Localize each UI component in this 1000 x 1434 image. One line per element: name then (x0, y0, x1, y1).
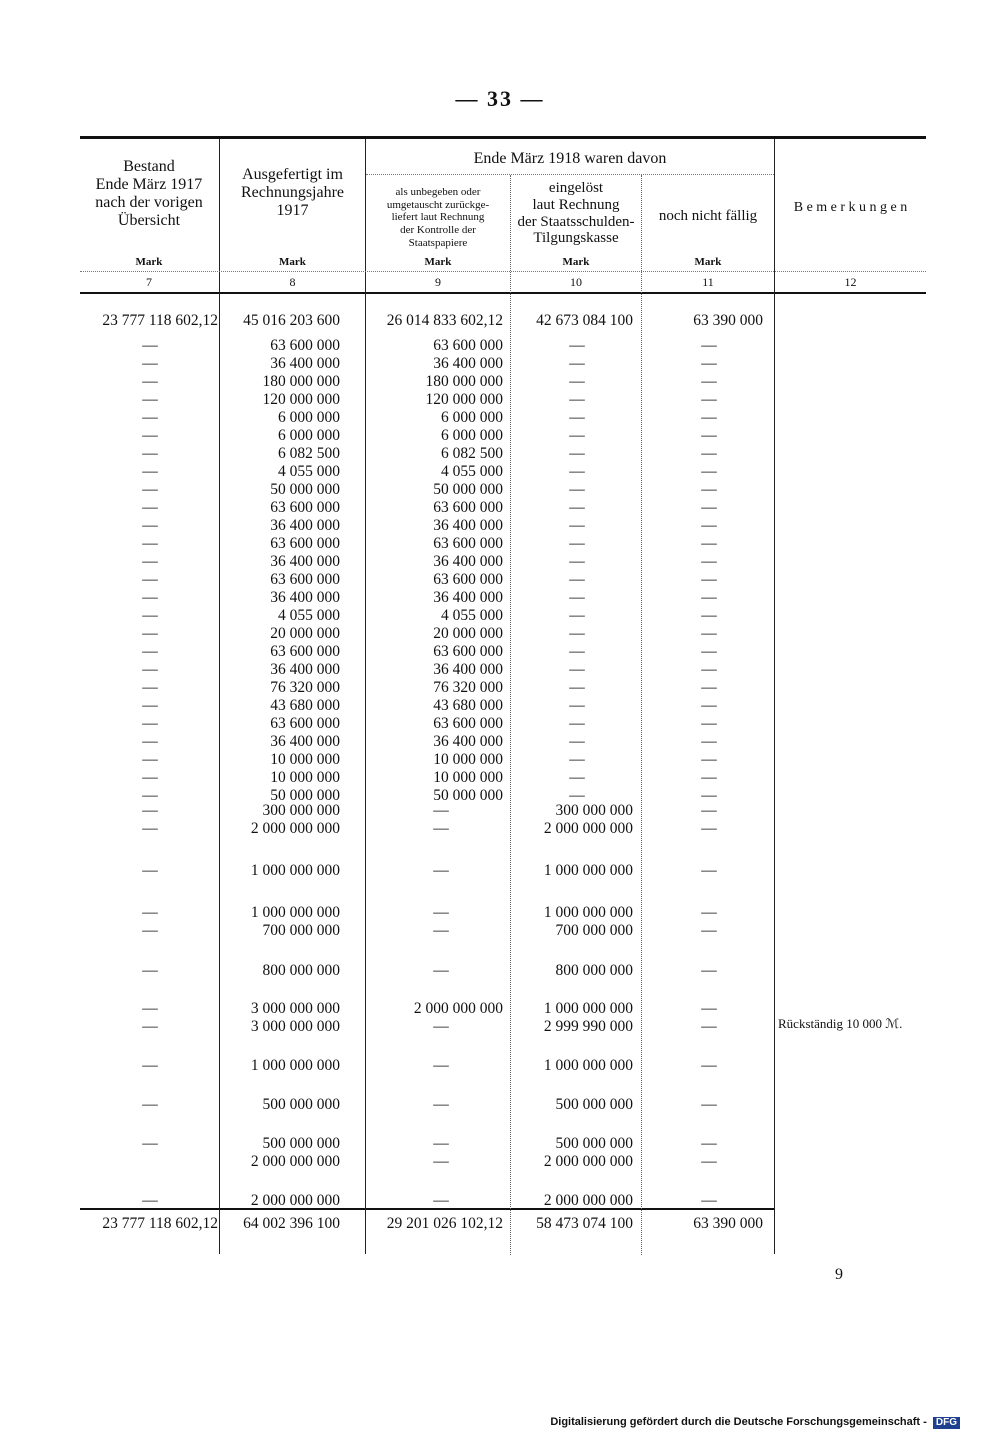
table-row (80, 733, 774, 751)
cell-col9: — (433, 802, 449, 819)
cell-col8: 10 000 000 (270, 751, 340, 768)
table-row (80, 373, 774, 391)
cell-col7: 23 777 118 602,12 (102, 312, 218, 329)
cell-col9: — (433, 1135, 449, 1152)
cell-col7: — (142, 769, 158, 786)
cell-col11: — (701, 553, 717, 570)
cell-col9: 63 600 000 (433, 571, 503, 588)
table-row (80, 607, 774, 625)
cell-col8: 76 320 000 (270, 679, 340, 696)
cell-col11: — (701, 1000, 717, 1017)
cell-col10: — (569, 751, 585, 768)
cell-col11: — (701, 787, 717, 804)
cell-col10: 1 000 000 000 (543, 904, 633, 921)
unit-row-rule (80, 271, 926, 272)
table-row (80, 499, 774, 517)
cell-col11: — (701, 355, 717, 372)
cell-col8: 63 600 000 (270, 499, 340, 516)
cell-col10: — (569, 589, 585, 606)
table-row (80, 355, 774, 373)
cell-col11: — (701, 1153, 717, 1170)
cell-col9: — (433, 820, 449, 837)
cell-col7: — (142, 1057, 158, 1074)
cell-col7: — (142, 625, 158, 642)
cell-col8: 700 000 000 (262, 922, 340, 939)
cell-col7: — (142, 607, 158, 624)
table-row (80, 517, 774, 535)
cell-col9: 4 055 000 (441, 607, 503, 624)
cell-col7: — (142, 787, 158, 804)
cell-col8: 63 600 000 (270, 535, 340, 552)
col12-number: 12 (844, 275, 857, 289)
digitization-footer (550, 1416, 960, 1429)
cell-col7: — (142, 733, 158, 750)
table-row (80, 751, 774, 769)
cell-col10: — (569, 499, 585, 516)
cell-col7: — (142, 427, 158, 444)
table-row (80, 922, 774, 940)
cell-col9: 36 400 000 (433, 733, 503, 750)
cell-col10: — (569, 607, 585, 624)
cell-col11: — (701, 535, 717, 552)
cell-col8: 36 400 000 (270, 661, 340, 678)
cell-col11: — (701, 922, 717, 939)
cell-col8: 6 000 000 (278, 409, 340, 426)
cell-col7: — (142, 463, 158, 480)
table-row (80, 697, 774, 715)
divider-11-12 (774, 139, 775, 1254)
table-row (80, 962, 774, 980)
cell-col8: 3 000 000 000 (250, 1000, 340, 1017)
table-row (80, 715, 774, 733)
cell-col11: — (701, 733, 717, 750)
cell-col10: — (569, 355, 585, 372)
col11-header: noch nicht fällig (658, 208, 758, 224)
cell-col9: 36 400 000 (433, 355, 503, 372)
table-top-rule (80, 136, 926, 139)
cell-col11: — (701, 820, 717, 837)
cell-col8: 6 000 000 (278, 427, 340, 444)
table-row (80, 1135, 774, 1153)
cell-col8: 2 000 000 000 (250, 1153, 340, 1170)
col8-unit: Mark (279, 256, 306, 268)
cell-col9: 36 400 000 (433, 661, 503, 678)
cell-col11: — (701, 1135, 717, 1152)
cell-col9: 26 014 833 602,12 (386, 312, 503, 329)
cell-col11: — (701, 1192, 717, 1209)
cell-col9: — (433, 1096, 449, 1113)
cell-col8: 180 000 000 (262, 373, 340, 390)
cell-col7: — (142, 679, 158, 696)
cell-col11: — (701, 679, 717, 696)
cell-col7: — (142, 697, 158, 714)
cell-col10: — (569, 697, 585, 714)
cell-col8: 4 055 000 (278, 463, 340, 480)
cell-col11: — (701, 391, 717, 408)
cell-col8: 43 680 000 (270, 697, 340, 714)
cell-col8: 50 000 000 (270, 481, 340, 498)
header-bottom-rule (80, 292, 926, 294)
cell-col9: 50 000 000 (433, 481, 503, 498)
cell-col9: 6 000 000 (441, 427, 503, 444)
cell-col8: 800 000 000 (262, 962, 340, 979)
cell-col10: — (569, 553, 585, 570)
table-row (80, 862, 774, 880)
table-row (80, 661, 774, 679)
table-row (80, 820, 774, 838)
cell-col8: 63 600 000 (270, 715, 340, 732)
cell-col7: — (142, 1135, 158, 1152)
total-col10: 58 473 074 100 (536, 1215, 633, 1232)
table-row (80, 463, 774, 481)
cell-col10: — (569, 337, 585, 354)
col11-unit: Mark (694, 256, 722, 268)
cell-col11: — (701, 607, 717, 624)
cell-col8: 2 000 000 000 (250, 820, 340, 837)
table-row (80, 312, 774, 330)
cell-col8: 4 055 000 (278, 607, 340, 624)
cell-col8: 36 400 000 (270, 733, 340, 750)
cell-col9: 120 000 000 (425, 391, 503, 408)
cell-col9: — (433, 1018, 449, 1035)
cell-col9: — (433, 862, 449, 879)
cell-col10: — (569, 517, 585, 534)
cell-col9: 20 000 000 (433, 625, 503, 642)
cell-col11: — (701, 1057, 717, 1074)
cell-col7: — (142, 661, 158, 678)
col9-header: als unbegeben oder umgetauscht zurückge- liefert laut Rechnung der Kontrolle der Staatspapiere (386, 186, 490, 249)
cell-col7: — (142, 589, 158, 606)
cell-col7: — (142, 643, 158, 660)
cell-col8: 120 000 000 (262, 391, 340, 408)
cell-col10: 2 000 000 000 (543, 1153, 633, 1170)
cell-col11: — (701, 481, 717, 498)
table-row (80, 535, 774, 553)
sheet-mark: 9 (835, 1266, 843, 1283)
table-row (80, 1192, 774, 1210)
cell-col10: 42 673 084 100 (536, 312, 633, 329)
cell-col7: — (142, 1000, 158, 1017)
cell-col7: — (142, 802, 158, 819)
col11-number: 11 (702, 275, 714, 289)
table-row (80, 1018, 774, 1036)
cell-col11: — (701, 571, 717, 588)
cell-col10: — (569, 679, 585, 696)
cell-col7: — (142, 337, 158, 354)
cell-col10: — (569, 787, 585, 804)
cell-col7: — (142, 820, 158, 837)
cell-col9: 63 600 000 (433, 535, 503, 552)
table-row (80, 391, 774, 409)
table-row (80, 802, 774, 820)
table-row (80, 769, 774, 787)
total-col8: 64 002 396 100 (243, 1215, 340, 1232)
cell-col9: 6 082 500 (441, 445, 503, 462)
table-row (80, 409, 774, 427)
cell-col10: — (569, 427, 585, 444)
cell-col10: — (569, 715, 585, 732)
cell-col9: 4 055 000 (441, 463, 503, 480)
cell-col7: — (142, 904, 158, 921)
cell-col9: — (433, 1057, 449, 1074)
cell-col11: — (701, 409, 717, 426)
table-row (80, 427, 774, 445)
cell-col10: 2 999 990 000 (543, 1018, 633, 1035)
totals-row (80, 1215, 774, 1233)
cell-col8: 500 000 000 (262, 1096, 340, 1113)
cell-col10: — (569, 733, 585, 750)
cell-col10: — (569, 661, 585, 678)
cell-col9: 36 400 000 (433, 517, 503, 534)
cell-col8: 50 000 000 (270, 787, 340, 804)
cell-col8: 1 000 000 000 (250, 904, 340, 921)
col7-number: 7 (146, 275, 152, 289)
cell-col9: 76 320 000 (433, 679, 503, 696)
cell-col11: — (701, 1096, 717, 1113)
cell-col11: — (701, 463, 717, 480)
cell-col8: 36 400 000 (270, 589, 340, 606)
cell-col11: — (701, 715, 717, 732)
table-row (80, 445, 774, 463)
group-header: Ende März 1918 waren davon (473, 150, 667, 167)
group-under-rule (366, 174, 774, 175)
cell-col7: — (142, 715, 158, 732)
cell-col8: 10 000 000 (270, 769, 340, 786)
table-row (80, 1000, 774, 1018)
cell-col9: 36 400 000 (433, 589, 503, 606)
cell-col7: — (142, 517, 158, 534)
cell-col8: 300 000 000 (262, 802, 340, 819)
cell-col8: 1 000 000 000 (250, 862, 340, 879)
cell-col9: 2 000 000 000 (413, 1000, 503, 1017)
table-row (80, 625, 774, 643)
cell-col9: 63 600 000 (433, 715, 503, 732)
cell-col8: 45 016 203 600 (243, 312, 340, 329)
cell-col7: — (142, 571, 158, 588)
cell-col11: — (701, 661, 717, 678)
cell-col7: — (142, 355, 158, 372)
cell-col10: 500 000 000 (555, 1096, 633, 1113)
cell-col10: — (569, 571, 585, 588)
table-row (80, 679, 774, 697)
cell-col7 (80, 1153, 218, 1171)
cell-col7: — (142, 1018, 158, 1035)
cell-col10: 2 000 000 000 (543, 820, 633, 837)
cell-col9: 63 600 000 (433, 499, 503, 516)
cell-col10: — (569, 463, 585, 480)
cell-col8: 36 400 000 (270, 517, 340, 534)
col8-number: 8 (289, 275, 296, 289)
col7-unit: Mark (135, 256, 163, 268)
cell-col9: — (433, 922, 449, 939)
table-row (80, 481, 774, 499)
col12-header: B e m e r k u n g e n (793, 200, 908, 215)
cell-col11: — (701, 373, 717, 390)
total-col7: 23 777 118 602,12 (102, 1215, 218, 1232)
page-number: — 33 — (455, 86, 545, 111)
table-row (80, 553, 774, 571)
cell-col11: — (701, 643, 717, 660)
table-row (80, 589, 774, 607)
cell-col8: 1 000 000 000 (250, 1057, 340, 1074)
col10-header: eingelöst laut Rechnung der Staatsschulden- Tilgungskasse (517, 180, 635, 247)
cell-col11: — (701, 1018, 717, 1035)
cell-col9: 180 000 000 (425, 373, 503, 390)
cell-col7: — (142, 445, 158, 462)
cell-col9: 6 000 000 (441, 409, 503, 426)
table-row (80, 1153, 774, 1171)
cell-col7: — (142, 535, 158, 552)
cell-col8: 36 400 000 (270, 553, 340, 570)
col8-header: Ausgefertigt im Rechnungsjahre 1917 (240, 166, 345, 219)
cell-col10: 1 000 000 000 (543, 1000, 633, 1017)
cell-col11: — (701, 427, 717, 444)
cell-col9: 43 680 000 (433, 697, 503, 714)
cell-col10: 1 000 000 000 (543, 862, 633, 879)
cell-col10: 300 000 000 (555, 802, 633, 819)
cell-col7: — (142, 1096, 158, 1113)
cell-col8: 63 600 000 (270, 643, 340, 660)
cell-col8: 63 600 000 (270, 571, 340, 588)
cell-col7: — (142, 481, 158, 498)
dfg-logo: DFG (933, 1417, 960, 1429)
col9-unit: Mark (424, 256, 452, 268)
cell-col11: — (701, 802, 717, 819)
cell-col7: — (142, 962, 158, 979)
cell-col11: — (701, 337, 717, 354)
cell-col7: — (142, 409, 158, 426)
cell-col11: 63 390 000 (693, 312, 763, 329)
cell-col9: — (433, 1153, 449, 1170)
cell-col10: — (569, 481, 585, 498)
table-row (80, 1057, 774, 1075)
cell-col10: — (569, 535, 585, 552)
cell-col9: — (433, 1192, 449, 1209)
cell-col9: — (433, 904, 449, 921)
table-row (80, 571, 774, 589)
col10-number: 10 (570, 275, 582, 289)
cell-col10: 500 000 000 (555, 1135, 633, 1152)
cell-col11: — (701, 697, 717, 714)
cell-col11: — (701, 499, 717, 516)
cell-col11: — (701, 962, 717, 979)
col9-number: 9 (435, 275, 441, 289)
cell-col11: — (701, 862, 717, 879)
cell-col11: — (701, 589, 717, 606)
cell-col7: — (142, 751, 158, 768)
cell-col10: — (569, 391, 585, 408)
cell-col10: — (569, 445, 585, 462)
cell-col8: 20 000 000 (270, 625, 340, 642)
cell-col9: 10 000 000 (433, 769, 503, 786)
cell-col7: — (142, 499, 158, 516)
cell-col8: 36 400 000 (270, 355, 340, 372)
cell-col9: — (433, 962, 449, 979)
cell-col8: 3 000 000 000 (250, 1018, 340, 1035)
cell-col10: — (569, 625, 585, 642)
footer-text: Digitalisierung gefördert durch die Deutsche Forschungsgemeinschaft - (550, 1416, 927, 1428)
cell-col7: — (142, 922, 158, 939)
cell-col7: — (142, 553, 158, 570)
table-row (80, 643, 774, 661)
cell-col10: — (569, 373, 585, 390)
cell-col8: 2 000 000 000 (250, 1192, 340, 1209)
cell-col7: — (142, 391, 158, 408)
cell-col9: 63 600 000 (433, 337, 503, 354)
cell-col10: 700 000 000 (555, 922, 633, 939)
cell-col10: — (569, 769, 585, 786)
table-row (80, 337, 774, 355)
cell-col9: 50 000 000 (433, 787, 503, 804)
cell-col10: — (569, 643, 585, 660)
cell-col9: 63 600 000 (433, 643, 503, 660)
cell-col11: — (701, 517, 717, 534)
cell-col11: — (701, 445, 717, 462)
cell-col7: — (142, 1192, 158, 1209)
cell-col8: 6 082 500 (278, 445, 340, 462)
col10-unit: Mark (562, 256, 590, 268)
cell-col9: 10 000 000 (433, 751, 503, 768)
cell-col10: 800 000 000 (555, 962, 633, 979)
cell-col11: — (701, 769, 717, 786)
cell-col10: 1 000 000 000 (543, 1057, 633, 1074)
remark-note: Rückständig 10 000 ℳ. (778, 1016, 903, 1031)
cell-col10: — (569, 409, 585, 426)
cell-col11: — (701, 751, 717, 768)
cell-col7: — (142, 862, 158, 879)
cell-col11: — (701, 904, 717, 921)
cell-col7: — (142, 373, 158, 390)
table-row (80, 1096, 774, 1114)
cell-col11: — (701, 625, 717, 642)
cell-col8: 500 000 000 (262, 1135, 340, 1152)
cell-col8: 63 600 000 (270, 337, 340, 354)
cell-col10: 2 000 000 000 (543, 1192, 633, 1209)
total-col11: 63 390 000 (693, 1215, 763, 1232)
total-col9: 29 201 026 102,12 (386, 1215, 503, 1232)
table-row (80, 904, 774, 922)
col7-header: Bestand Ende März 1917 nach der vorigen Übersicht (95, 158, 203, 229)
cell-col9: 36 400 000 (433, 553, 503, 570)
